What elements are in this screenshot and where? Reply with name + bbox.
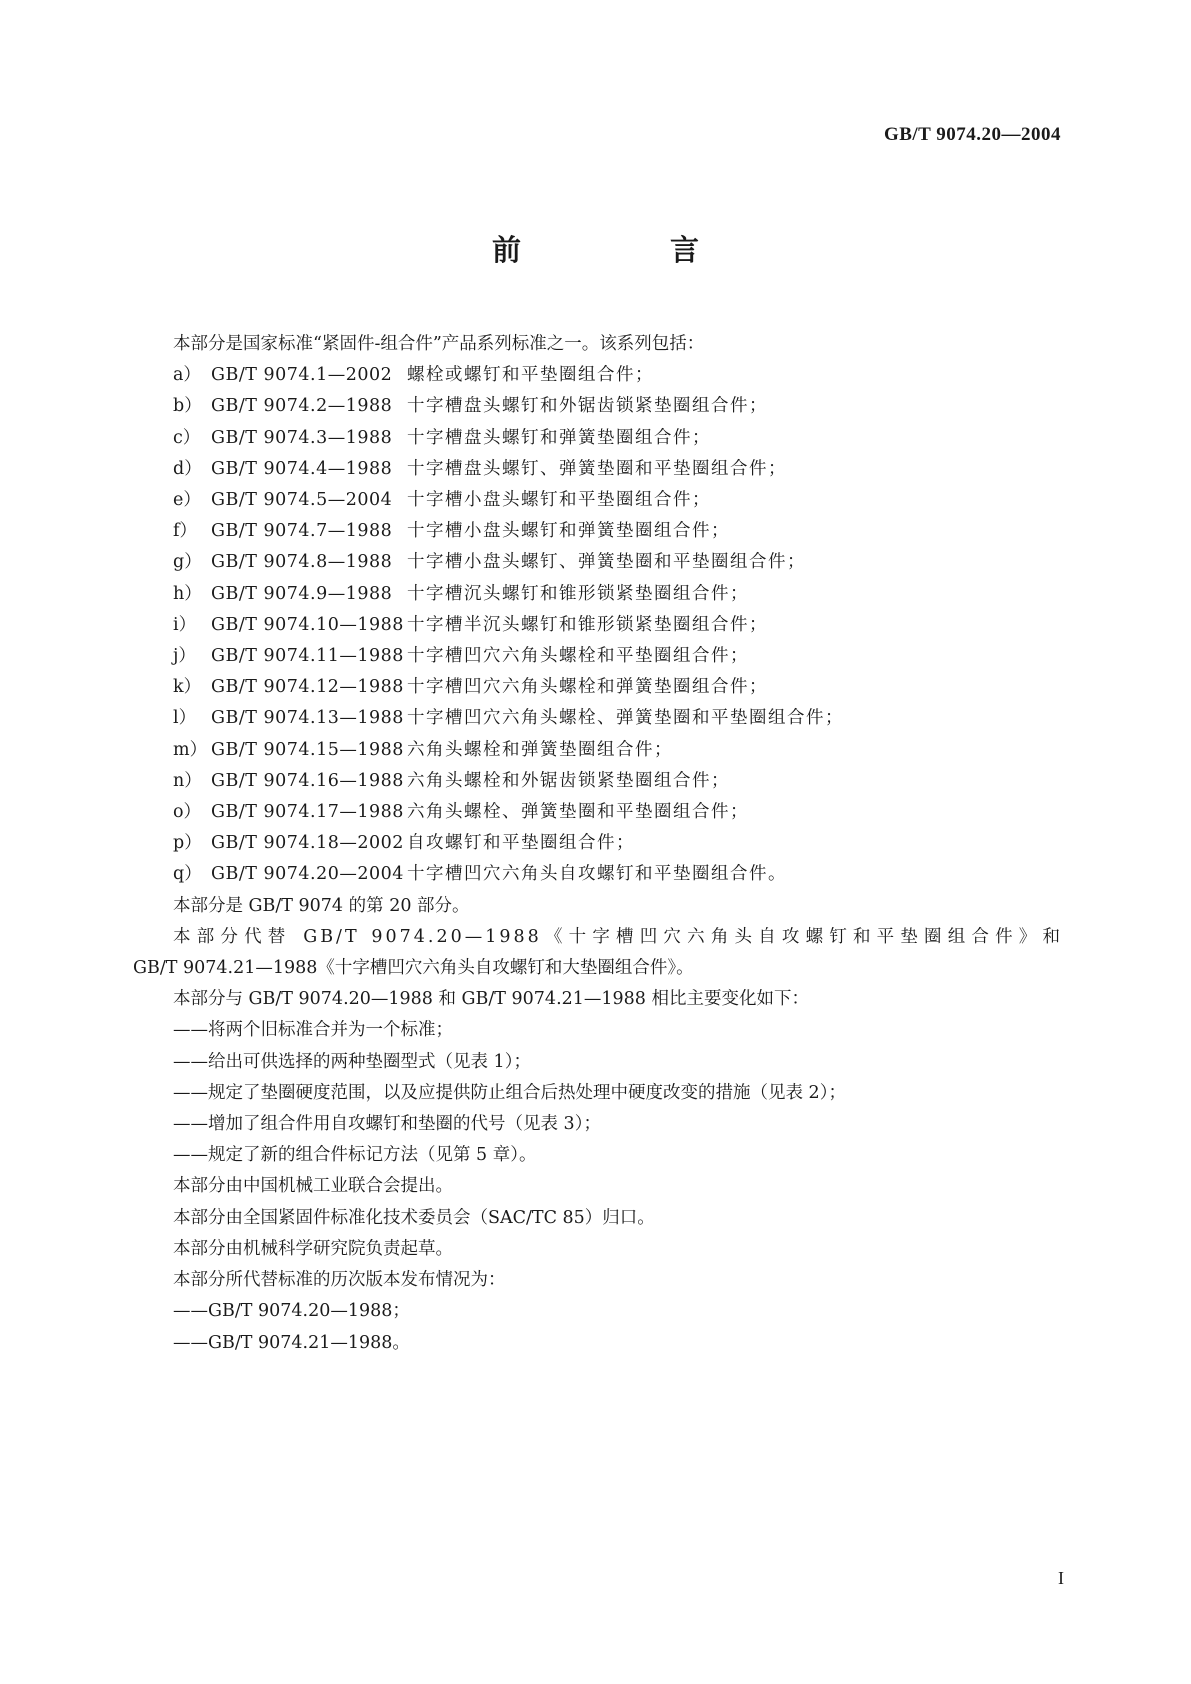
item-standard-code: GB/T 9074.7—1988	[211, 521, 393, 542]
item-description: 十字槽半沉头螺钉和锥形锁紧垫圈组合件；	[407, 614, 768, 635]
list-item: ——将两个旧标准合并为一个标准；	[173, 1020, 453, 1041]
list-item	[133, 516, 1063, 547]
item-label: g）	[173, 552, 202, 573]
standard-code: GB/T 9074.20—2004	[883, 124, 1061, 145]
item-description: 十字槽沉头螺钉和锥形锁紧垫圈组合件；	[407, 583, 749, 604]
item-description: 十字槽盘头螺钉、弹簧垫圈和平垫圈组合件；	[407, 458, 787, 479]
item-standard-code: GB/T 9074.2—1988	[211, 396, 393, 417]
item-standard-code: GB/T 9074.3—1988	[211, 427, 393, 448]
item-standard-code: GB/T 9074.9—1988	[211, 583, 393, 604]
replaces-statement-line-1: 本部分代替 GB/T 9074.20—1988《十字槽凹穴六角头自攻螺钉和平垫圈组合件》和	[173, 926, 1063, 947]
intro-paragraph: 本部分是国家标准“紧固件-组合件”产品系列标准之一。该系列包括：	[173, 334, 705, 354]
item-standard-code: GB/T 9074.13—1988	[211, 708, 404, 729]
list-item	[133, 423, 1063, 454]
item-label: d）	[173, 458, 202, 479]
drafted-by: 本部分由机械科学研究院负责起草。	[173, 1238, 453, 1259]
history-list	[133, 1296, 1063, 1358]
list-item	[133, 547, 1063, 578]
item-standard-code: GB/T 9074.15—1988	[211, 739, 404, 760]
list-item: ——规定了垫圈硬度范围，以及应提供防止组合后热处理中硬度改变的措施（见表 2）；	[173, 1082, 846, 1103]
replaces-statement-line-2: GB/T 9074.21—1988《十字槽凹穴六角头自攻螺钉和大垫圈组合件》。	[133, 958, 694, 979]
list-item	[133, 641, 1063, 672]
item-label: q）	[173, 864, 202, 885]
item-description: 自攻螺钉和平垫圈组合件；	[407, 833, 635, 854]
list-item	[133, 703, 1063, 734]
item-label: j）	[173, 646, 196, 667]
item-description: 十字槽盘头螺钉和外锯齿锁紧垫圈组合件；	[407, 396, 768, 417]
item-standard-code: GB/T 9074.16—1988	[211, 770, 404, 791]
item-description: 十字槽盘头螺钉和弹簧垫圈组合件；	[407, 427, 711, 448]
item-standard-code: GB/T 9074.12—1988	[211, 677, 404, 698]
item-label: p）	[173, 833, 202, 854]
item-label: m）	[173, 739, 208, 760]
item-label: l）	[173, 708, 197, 729]
item-description: 十字槽小盘头螺钉、弹簧垫圈和平垫圈组合件；	[407, 552, 806, 573]
item-standard-code: GB/T 9074.8—1988	[211, 552, 393, 573]
item-description: 十字槽小盘头螺钉和平垫圈组合件；	[407, 490, 711, 511]
item-description: 六角头螺栓和外锯齿锁紧垫圈组合件；	[407, 770, 730, 791]
list-item	[133, 454, 1063, 485]
item-description: 十字槽凹穴六角头螺栓和平垫圈组合件；	[407, 646, 749, 667]
list-item	[133, 859, 1063, 890]
list-item	[133, 735, 1063, 766]
changes-intro: 本部分与 GB/T 9074.20—1988 和 GB/T 9074.21—1988 相比主要变化如下：	[173, 989, 809, 1010]
list-item: ——规定了新的组合件标记方法（见第 5 章）。	[173, 1145, 537, 1166]
item-description: 十字槽小盘头螺钉和弹簧垫圈组合件；	[407, 521, 730, 542]
changes-list	[133, 1015, 1063, 1171]
list-item	[133, 610, 1063, 641]
item-label: k）	[173, 677, 202, 698]
list-item	[133, 797, 1063, 828]
item-label: c）	[173, 427, 201, 448]
item-standard-code: GB/T 9074.1—2002	[211, 365, 393, 386]
part-statement: 本部分是 GB/T 9074 的第 20 部分。	[173, 895, 470, 916]
list-item	[133, 485, 1063, 516]
item-label: i）	[173, 614, 197, 635]
foreword-body	[133, 329, 1063, 1359]
item-description: 六角头螺栓和弹簧垫圈组合件；	[407, 739, 673, 760]
item-standard-code: GB/T 9074.4—1988	[211, 458, 393, 479]
item-standard-code: GB/T 9074.5—2004	[211, 490, 393, 511]
list-item: ——GB/T 9074.21—1988。	[173, 1332, 410, 1353]
item-standard-code: GB/T 9074.11—1988	[211, 646, 404, 667]
item-label: o）	[173, 802, 202, 823]
item-standard-code: GB/T 9074.17—1988	[211, 802, 404, 823]
item-standard-code: GB/T 9074.10—1988	[211, 614, 404, 635]
series-list	[133, 360, 1063, 890]
item-standard-code: GB/T 9074.20—2004	[211, 864, 404, 885]
item-label: e）	[173, 490, 201, 511]
item-label: h）	[173, 583, 202, 604]
list-item	[133, 360, 1063, 391]
item-standard-code: GB/T 9074.18—2002	[211, 833, 404, 854]
item-label: f）	[173, 521, 197, 542]
list-item	[133, 828, 1063, 859]
list-item	[133, 672, 1063, 703]
list-item	[133, 579, 1063, 610]
item-label: b）	[173, 396, 202, 417]
list-item	[133, 766, 1063, 797]
item-label: n）	[173, 770, 202, 791]
list-item	[133, 391, 1063, 422]
proposed-by: 本部分由中国机械工业联合会提出。	[173, 1176, 453, 1197]
page-title: 前 言	[491, 233, 759, 267]
centralized-by: 本部分由全国紧固件标准化技术委员会（SAC/TC 85）归口。	[173, 1207, 655, 1228]
page-number: I	[1058, 1568, 1064, 1588]
item-label: a）	[173, 365, 201, 386]
history-intro: 本部分所代替标准的历次版本发布情况为：	[173, 1270, 506, 1291]
list-item: ——给出可供选择的两种垫圈型式（见表 1）；	[173, 1051, 531, 1072]
item-description: 螺栓或螺钉和平垫圈组合件；	[407, 365, 654, 386]
item-description: 十字槽凹穴六角头自攻螺钉和平垫圈组合件。	[407, 864, 787, 885]
list-item: ——增加了组合件用自攻螺钉和垫圈的代号（见表 3）；	[173, 1114, 601, 1135]
item-description: 十字槽凹穴六角头螺栓和弹簧垫圈组合件；	[407, 677, 768, 698]
item-description: 六角头螺栓、弹簧垫圈和平垫圈组合件；	[407, 802, 749, 823]
list-item: ——GB/T 9074.20—1988；	[173, 1301, 410, 1322]
item-description: 十字槽凹穴六角头螺栓、弹簧垫圈和平垫圈组合件；	[407, 708, 844, 729]
